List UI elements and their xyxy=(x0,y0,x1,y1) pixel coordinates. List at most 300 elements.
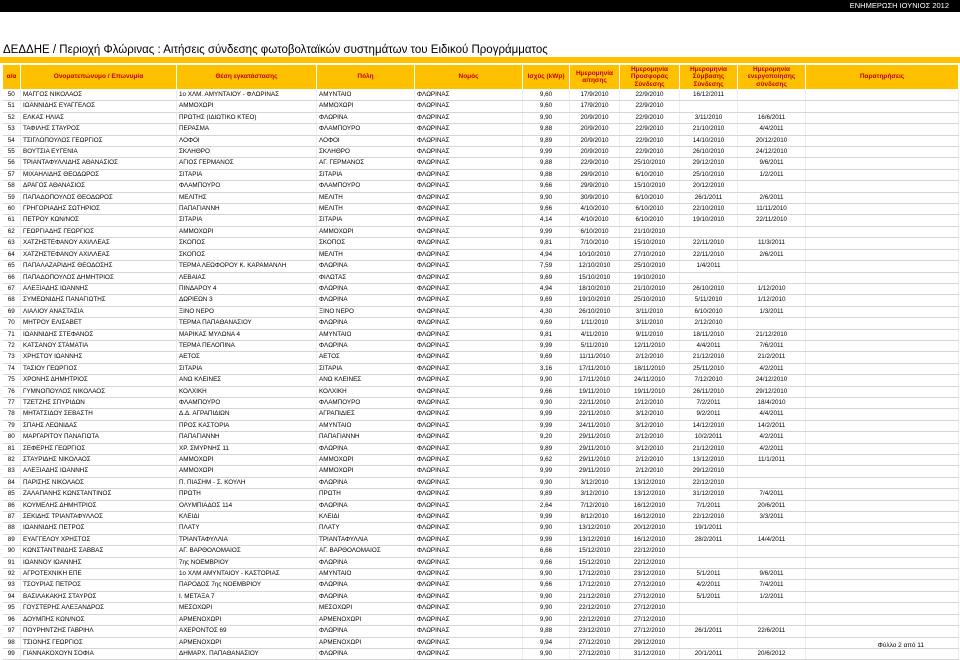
cell-remarks xyxy=(806,147,959,158)
cell-name: ΙΩΑΝΝΟΥ ΙΩΑΝΝΗΣ xyxy=(21,557,177,568)
cell-offer-date: 19/10/2010 xyxy=(620,272,680,283)
cell-location: ΠΡΩΤΗΣ (ΙΔΙΩΤΙΚΟ ΚΤΕΟ) xyxy=(177,112,317,123)
cell-contract-date: 14/12/2010 xyxy=(680,420,738,431)
cell-application-date: 1/11/2010 xyxy=(570,318,620,329)
cell-city: ΑΕΤΟΣ xyxy=(317,352,415,363)
cell-power: 9,81 xyxy=(523,329,570,340)
cell-prefecture: ΦΛΩΡΙΝΑΣ xyxy=(415,534,523,545)
cell-application-date: 12/10/2010 xyxy=(570,261,620,272)
cell-offer-date: 6/10/2010 xyxy=(620,204,680,215)
cell-contract-date: 31/12/2010 xyxy=(680,489,738,500)
cell-location: ΑΜΜΟΧΩΡΙ xyxy=(177,455,317,466)
cell-location: ΠΑΠΑΓΙΑΝΝΗ xyxy=(177,204,317,215)
cell-offer-date: 3/11/2010 xyxy=(620,318,680,329)
cell-aa: 73 xyxy=(3,352,21,363)
cell-city: ΦΛΩΡΙΝΑ xyxy=(317,626,415,637)
cell-name: ΔΟΥΜΠΗΣ ΚΩΝ/ΝΟΣ xyxy=(21,614,177,625)
cell-offer-date: 6/10/2010 xyxy=(620,169,680,180)
cell-aa: 80 xyxy=(3,432,21,443)
cell-activation-date: 1/2/2011 xyxy=(738,591,806,602)
table-row xyxy=(3,523,959,534)
cell-remarks xyxy=(806,455,959,466)
cell-power: 9,69 xyxy=(523,318,570,329)
cell-activation-date: 22/6/2011 xyxy=(738,626,806,637)
cell-location: ΔΗΜΑΡΧ. ΠΑΠΑΘΑΝΑΣΙΟΥ xyxy=(177,648,317,659)
table-row xyxy=(3,375,959,386)
cell-prefecture: ΦΛΩΡΙΝΑΣ xyxy=(415,124,523,135)
header-col-activation-date: Ημερομηνία ενεργοποίησης σύνδεσης xyxy=(738,65,806,90)
cell-application-date: 29/11/2010 xyxy=(570,443,620,454)
cell-city: ΤΡΙΑΝΤΑΦΥΛΛΙΑ xyxy=(317,534,415,545)
cell-contract-date: 25/10/2010 xyxy=(680,169,738,180)
table-row xyxy=(3,500,959,511)
table-row xyxy=(3,397,959,408)
cell-power: 9,99 xyxy=(523,466,570,477)
cell-prefecture: ΦΛΩΡΙΝΑΣ xyxy=(415,569,523,580)
cell-prefecture: ΦΛΩΡΙΝΑΣ xyxy=(415,169,523,180)
cell-application-date: 3/12/2010 xyxy=(570,477,620,488)
cell-name: ΠΑΠΑΔΟΠΟΥΛΟΣ ΘΕΟΔΩΡΟΣ xyxy=(21,192,177,203)
cell-contract-date: 22/11/2010 xyxy=(680,238,738,249)
cell-aa: 96 xyxy=(3,614,21,625)
cell-name: ΧΡΟΝΗΣ ΔΗΜΗΤΡΙΟΣ xyxy=(21,375,177,386)
cell-aa: 62 xyxy=(3,226,21,237)
cell-prefecture: ΦΛΩΡΙΝΑΣ xyxy=(415,90,523,101)
cell-remarks xyxy=(806,512,959,523)
cell-power: 4,94 xyxy=(523,249,570,260)
cell-name: ΓΡΗΓΟΡΙΑΔΗΣ ΣΩΤΗΡΙΟΣ xyxy=(21,204,177,215)
cell-offer-date: 29/12/2010 xyxy=(620,637,680,648)
cell-name: ΒΟΥΤΣΙΑ ΕΥΓΕΝΙΑ xyxy=(21,147,177,158)
cell-city: ΑΜΥΝΤΑΙΟ xyxy=(317,569,415,580)
cell-activation-date: 20/6/2012 xyxy=(738,648,806,659)
cell-contract-date: 5/1/2011 xyxy=(680,569,738,580)
cell-power: 9,88 xyxy=(523,124,570,135)
cell-name: ΠΑΠΑΛΑΖΑΡΙΔΗΣ ΘΕΟΔΟΣΗΣ xyxy=(21,261,177,272)
cell-location: ΜΕΣΟΧΩΡΙ xyxy=(177,603,317,614)
title-underline-bar xyxy=(0,57,960,63)
cell-application-date: 17/9/2010 xyxy=(570,101,620,112)
cell-remarks xyxy=(806,204,959,215)
cell-city: ΦΛΩΡΙΝΑ xyxy=(317,557,415,568)
cell-prefecture: ΦΛΩΡΙΝΑΣ xyxy=(415,329,523,340)
cell-offer-date: 2/12/2010 xyxy=(620,397,680,408)
cell-application-date: 22/12/2010 xyxy=(570,603,620,614)
cell-prefecture: ΦΛΩΡΙΝΑΣ xyxy=(415,637,523,648)
cell-remarks xyxy=(806,181,959,192)
cell-name: ΛΙΑΛΙΟΥ ΑΝΑΣΤΑΣΙΑ xyxy=(21,306,177,317)
cell-city: ΦΛΩΡΙΝΑ xyxy=(317,580,415,591)
table-row xyxy=(3,272,959,283)
cell-power: 9,90 xyxy=(523,591,570,602)
cell-prefecture: ΦΛΩΡΙΝΑΣ xyxy=(415,192,523,203)
cell-remarks xyxy=(806,363,959,374)
cell-application-date: 11/11/2010 xyxy=(570,352,620,363)
cell-application-date: 3/12/2010 xyxy=(570,489,620,500)
cell-application-date: 7/12/2010 xyxy=(570,500,620,511)
cell-offer-date: 9/11/2010 xyxy=(620,329,680,340)
cell-aa: 92 xyxy=(3,569,21,580)
cell-remarks xyxy=(806,352,959,363)
cell-city: ΜΕΣΟΧΩΡΙ xyxy=(317,603,415,614)
cell-power: 4,30 xyxy=(523,306,570,317)
cell-power: 9,69 xyxy=(523,272,570,283)
table-row xyxy=(3,124,959,135)
cell-prefecture: ΦΛΩΡΙΝΑΣ xyxy=(415,500,523,511)
cell-prefecture: ΦΛΩΡΙΝΑΣ xyxy=(415,557,523,568)
cell-aa: 84 xyxy=(3,477,21,488)
cell-remarks xyxy=(806,626,959,637)
cell-remarks xyxy=(806,569,959,580)
cell-remarks xyxy=(806,215,959,226)
cell-application-date: 15/10/2010 xyxy=(570,272,620,283)
table-row xyxy=(3,135,959,146)
cell-aa: 79 xyxy=(3,420,21,431)
cell-prefecture: ΦΛΩΡΙΝΑΣ xyxy=(415,204,523,215)
cell-power: 9,90 xyxy=(523,614,570,625)
cell-power: 9,60 xyxy=(523,101,570,112)
cell-name: ΕΥΑΓΓΕΛΟΥ ΧΡΗΣΤΟΣ xyxy=(21,534,177,545)
table-row xyxy=(3,192,959,203)
cell-aa: 50 xyxy=(3,90,21,101)
table-row xyxy=(3,352,959,363)
cell-activation-date: 4/2/2011 xyxy=(738,432,806,443)
header-col-name: Ονοματεπώνυμο / Επωνυμία xyxy=(21,65,177,90)
cell-offer-date: 21/10/2010 xyxy=(620,226,680,237)
cell-power: 9,88 xyxy=(523,169,570,180)
cell-aa: 71 xyxy=(3,329,21,340)
cell-name: ΤΣΙΓΛΟΠΟΥΛΟΣ ΓΕΩΡΓΙΟΣ xyxy=(21,135,177,146)
cell-power: 9,99 xyxy=(523,340,570,351)
cell-prefecture: ΦΛΩΡΙΝΑΣ xyxy=(415,420,523,431)
table-row xyxy=(3,455,959,466)
cell-aa: 72 xyxy=(3,340,21,351)
cell-power: 4,14 xyxy=(523,215,570,226)
cell-power: 9,66 xyxy=(523,580,570,591)
cell-contract-date: 7/1/2011 xyxy=(680,500,738,511)
cell-name: ΙΩΑΝΝΙΔΗΣ ΣΤΕΦΑΝΟΣ xyxy=(21,329,177,340)
cell-power: 9,90 xyxy=(523,112,570,123)
cell-location: Ι. ΜΕΤΑΞΑ 7 xyxy=(177,591,317,602)
cell-contract-date: 10/2/2011 xyxy=(680,432,738,443)
header-col-application-date: Ημερομηνία αίτησης xyxy=(570,65,620,90)
table-row xyxy=(3,489,959,500)
cell-aa: 55 xyxy=(3,147,21,158)
cell-contract-date xyxy=(680,272,738,283)
cell-activation-date xyxy=(738,318,806,329)
cell-contract-date: 21/10/2010 xyxy=(680,124,738,135)
cell-name: ΤΣΟΥΡΙΑΣ ΠΕΤΡΟΣ xyxy=(21,580,177,591)
cell-aa: 95 xyxy=(3,603,21,614)
cell-aa: 83 xyxy=(3,466,21,477)
cell-offer-date: 22/9/2010 xyxy=(620,135,680,146)
cell-name: ΧΡΗΣΤΟΥ ΙΩΑΝΝΗΣ xyxy=(21,352,177,363)
cell-remarks xyxy=(806,318,959,329)
cell-offer-date: 22/12/2010 xyxy=(620,546,680,557)
cell-name: ΤΑΦΙΛΗΣ ΣΤΑΥΡΟΣ xyxy=(21,124,177,135)
cell-aa: 98 xyxy=(3,637,21,648)
cell-name: ΚΑΤΣΑΝΟΥ ΣΤΑΜΑΤΙΑ xyxy=(21,340,177,351)
cell-offer-date: 6/10/2010 xyxy=(620,192,680,203)
cell-application-date: 4/11/2010 xyxy=(570,329,620,340)
cell-aa: 76 xyxy=(3,386,21,397)
cell-activation-date: 4/2/2011 xyxy=(738,363,806,374)
cell-location: ΠΛΑΤΥ xyxy=(177,523,317,534)
cell-location: ΜΑΡΙΚΑΣ ΜΥΛΩΝΑ 4 xyxy=(177,329,317,340)
cell-remarks xyxy=(806,557,959,568)
cell-city: ΠΡΩΤΗ xyxy=(317,489,415,500)
cell-location: ΣΙΤΑΡΙΑ xyxy=(177,215,317,226)
cell-offer-date: 16/12/2010 xyxy=(620,512,680,523)
cell-name: ΤΡΙΑΝΤΑΦΥΛΛΙΔΗΣ ΑΘΑΝΑΣΙΟΣ xyxy=(21,158,177,169)
cell-offer-date: 21/10/2010 xyxy=(620,283,680,294)
cell-name: ΚΟΥΜΕΛΗΣ ΔΗΜΗΤΡΙΟΣ xyxy=(21,500,177,511)
table-row xyxy=(3,169,959,180)
table-row xyxy=(3,648,959,659)
cell-name: ΣΠΑΗΣ ΛΕΩΝΙΔΑΣ xyxy=(21,420,177,431)
cell-prefecture: ΦΛΩΡΙΝΑΣ xyxy=(415,249,523,260)
cell-application-date: 17/12/2010 xyxy=(570,569,620,580)
cell-activation-date: 20/6/2011 xyxy=(738,500,806,511)
table-row xyxy=(3,363,959,374)
cell-name: ΓΟΥΣΤΕΡΗΣ ΑΛΕΞΑΝΔΡΟΣ xyxy=(21,603,177,614)
cell-location: ΜΕΛΙΤΗΣ xyxy=(177,192,317,203)
cell-city: ΑΜΜΟΧΩΡΙ xyxy=(317,466,415,477)
table-row xyxy=(3,340,959,351)
cell-prefecture: ΦΛΩΡΙΝΑΣ xyxy=(415,591,523,602)
table-row xyxy=(3,603,959,614)
cell-aa: 81 xyxy=(3,443,21,454)
cell-contract-date: 29/12/2010 xyxy=(680,158,738,169)
cell-name: ΠΟΥΡΗΝΤΖΗΣ ΓΑΒΡΙΗΛ xyxy=(21,626,177,637)
cell-offer-date: 22/12/2010 xyxy=(620,557,680,568)
cell-city: ΛΟΦΟΙ xyxy=(317,135,415,146)
cell-city: ΑΓ. ΓΕΡΜΑΝΟΣ xyxy=(317,158,415,169)
cell-activation-date xyxy=(738,603,806,614)
cell-application-date: 6/10/2010 xyxy=(570,226,620,237)
cell-activation-date: 21/12/2010 xyxy=(738,329,806,340)
cell-application-date: 22/11/2010 xyxy=(570,397,620,408)
cell-name: ΧΑΤΖΗΣΤΕΦΑΝΟΥ ΑΧΙΛΛΕΑΣ xyxy=(21,249,177,260)
cell-power: 9,89 xyxy=(523,135,570,146)
cell-remarks xyxy=(806,397,959,408)
cell-activation-date xyxy=(738,614,806,625)
cell-location: ΠΕΡΑΣΜΑ xyxy=(177,124,317,135)
cell-contract-date: 18/11/2010 xyxy=(680,329,738,340)
cell-power: 9,88 xyxy=(523,626,570,637)
cell-power: 9,99 xyxy=(523,534,570,545)
cell-city: ΠΛΑΤΥ xyxy=(317,523,415,534)
cell-name: ΣΕΦΕΡΗΣ ΓΕΩΡΓΙΟΣ xyxy=(21,443,177,454)
table-row xyxy=(3,295,959,306)
cell-city: ΑΜΜΟΧΩΡΙ xyxy=(317,226,415,237)
cell-name: ΑΛΕΞΙΑΔΗΣ ΙΩΑΝΝΗΣ xyxy=(21,466,177,477)
cell-location: ΑΕΤΟΣ xyxy=(177,352,317,363)
cell-offer-date: 15/10/2010 xyxy=(620,181,680,192)
cell-remarks xyxy=(806,226,959,237)
header-col-location: Θέση εγκατάστασης xyxy=(177,65,317,90)
cell-power: 9,69 xyxy=(523,352,570,363)
cell-aa: 68 xyxy=(3,295,21,306)
cell-location: ΤΕΡΜΑ ΛΕΩΦΟΡΟΥ Κ. ΚΑΡΑΜΑΝΛΗ xyxy=(177,261,317,272)
cell-activation-date: 1/3/2011 xyxy=(738,306,806,317)
cell-power: 6,66 xyxy=(523,546,570,557)
cell-application-date: 7/10/2010 xyxy=(570,238,620,249)
header-col-city: Πόλη xyxy=(317,65,415,90)
cell-location: ΚΟΛΧΙΚΗ xyxy=(177,386,317,397)
cell-offer-date: 27/12/2010 xyxy=(620,626,680,637)
cell-name: ΤΑΣΙΟΥ ΓΕΩΡΓΙΟΣ xyxy=(21,363,177,374)
cell-location: ΑΜΜΟΧΩΡΙ xyxy=(177,226,317,237)
cell-activation-date: 1/12/2010 xyxy=(738,283,806,294)
cell-prefecture: ΦΛΩΡΙΝΑΣ xyxy=(415,318,523,329)
cell-offer-date: 27/12/2010 xyxy=(620,591,680,602)
cell-prefecture: ΦΛΩΡΙΝΑΣ xyxy=(415,306,523,317)
table-row xyxy=(3,238,959,249)
cell-remarks xyxy=(806,261,959,272)
cell-prefecture: ΦΛΩΡΙΝΑΣ xyxy=(415,580,523,591)
cell-aa: 77 xyxy=(3,397,21,408)
cell-application-date: 17/12/2010 xyxy=(570,580,620,591)
cell-power: 9,94 xyxy=(523,637,570,648)
cell-contract-date: 20/12/2010 xyxy=(680,181,738,192)
table-row xyxy=(3,181,959,192)
cell-application-date: 20/9/2010 xyxy=(570,147,620,158)
cell-aa: 87 xyxy=(3,512,21,523)
cell-activation-date xyxy=(738,261,806,272)
table-row xyxy=(3,420,959,431)
cell-contract-date: 4/4/2011 xyxy=(680,340,738,351)
cell-prefecture: ΦΛΩΡΙΝΑΣ xyxy=(415,181,523,192)
cell-name: ΕΛΚΑΣ ΗΛΙΑΣ xyxy=(21,112,177,123)
cell-name: ΒΑΣΙΛΑΚΑΚΗΣ ΣΤΑΥΡΟΣ xyxy=(21,591,177,602)
cell-city: ΦΛΑΜΠΟΥΡΟ xyxy=(317,397,415,408)
cell-prefecture: ΦΛΩΡΙΝΑΣ xyxy=(415,272,523,283)
cell-prefecture: ΦΛΩΡΙΝΑΣ xyxy=(415,375,523,386)
cell-remarks xyxy=(806,112,959,123)
cell-prefecture: ΦΛΩΡΙΝΑΣ xyxy=(415,215,523,226)
cell-activation-date: 14/2/2011 xyxy=(738,420,806,431)
cell-aa: 91 xyxy=(3,557,21,568)
cell-prefecture: ΦΛΩΡΙΝΑΣ xyxy=(415,455,523,466)
cell-aa: 82 xyxy=(3,455,21,466)
cell-power: 9,20 xyxy=(523,432,570,443)
cell-city: ΦΛΩΡΙΝΑ xyxy=(317,591,415,602)
cell-application-date: 17/11/2010 xyxy=(570,363,620,374)
cell-offer-date: 24/11/2010 xyxy=(620,375,680,386)
cell-application-date: 15/12/2010 xyxy=(570,557,620,568)
cell-remarks xyxy=(806,489,959,500)
cell-offer-date: 16/12/2010 xyxy=(620,500,680,511)
cell-city: ΑΜΜΟΧΩΡΙ xyxy=(317,455,415,466)
cell-prefecture: ΦΛΩΡΙΝΑΣ xyxy=(415,409,523,420)
cell-location: ΑΓΙΟΣ ΓΕΡΜΑΝΟΣ xyxy=(177,158,317,169)
table-row xyxy=(3,158,959,169)
cell-city: ΦΛΩΡΙΝΑ xyxy=(317,261,415,272)
cell-application-date: 5/11/2010 xyxy=(570,340,620,351)
cell-contract-date: 21/12/2010 xyxy=(680,443,738,454)
cell-offer-date: 25/10/2010 xyxy=(620,158,680,169)
cell-remarks xyxy=(806,90,959,101)
cell-prefecture: ΦΛΩΡΙΝΑΣ xyxy=(415,238,523,249)
cell-remarks xyxy=(806,306,959,317)
cell-city: ΑΡΜΕΝΟΧΩΡΙ xyxy=(317,614,415,625)
cell-power: 7,59 xyxy=(523,261,570,272)
cell-city: ΦΛΩΡΙΝΑ xyxy=(317,477,415,488)
cell-remarks xyxy=(806,249,959,260)
cell-prefecture: ΦΛΩΡΙΝΑΣ xyxy=(415,112,523,123)
cell-application-date: 29/11/2010 xyxy=(570,466,620,477)
cell-city: ΑΡΜΕΝΟΧΩΡΙ xyxy=(317,637,415,648)
cell-application-date: 29/9/2010 xyxy=(570,169,620,180)
cell-activation-date xyxy=(738,466,806,477)
cell-city: ΣΙΤΑΡΙΑ xyxy=(317,363,415,374)
cell-prefecture: ΦΛΩΡΙΝΑΣ xyxy=(415,386,523,397)
cell-city: ΦΛΑΜΠΟΥΡΟ xyxy=(317,124,415,135)
cell-prefecture: ΦΛΩΡΙΝΑΣ xyxy=(415,135,523,146)
cell-activation-date xyxy=(738,101,806,112)
cell-activation-date: 9/6/2011 xyxy=(738,158,806,169)
cell-prefecture: ΦΛΩΡΙΝΑΣ xyxy=(415,546,523,557)
cell-offer-date: 6/10/2010 xyxy=(620,215,680,226)
cell-location: 1ο ΧΛΜ ΑΜΥΝΤΑΙΟΥ - ΚΑΣΤΟΡΙΑΣ xyxy=(177,569,317,580)
cell-contract-date: 5/11/2010 xyxy=(680,295,738,306)
cell-remarks xyxy=(806,158,959,169)
cell-aa: 57 xyxy=(3,169,21,180)
cell-remarks xyxy=(806,192,959,203)
cell-city: ΣΙΤΑΡΙΑ xyxy=(317,169,415,180)
cell-remarks xyxy=(806,432,959,443)
cell-city: ΦΛΩΡΙΝΑ xyxy=(317,340,415,351)
cell-contract-date: 26/1/2011 xyxy=(680,192,738,203)
cell-aa: 78 xyxy=(3,409,21,420)
cell-contract-date: 29/12/2010 xyxy=(680,466,738,477)
cell-application-date: 29/11/2010 xyxy=(570,455,620,466)
header-col-offer-date: Ημερομηνία Προσφοράς Σύνδεσης xyxy=(620,65,680,90)
cell-location: ΑΝΩ ΚΛΕΙΝΕΣ xyxy=(177,375,317,386)
cell-city: ΑΝΩ ΚΛΕΙΝΕΣ xyxy=(317,375,415,386)
cell-contract-date: 26/1/2011 xyxy=(680,626,738,637)
cell-prefecture: ΦΛΩΡΙΝΑΣ xyxy=(415,443,523,454)
cell-contract-date: 26/10/2010 xyxy=(680,283,738,294)
cell-remarks xyxy=(806,169,959,180)
cell-remarks xyxy=(806,523,959,534)
cell-name: ΤΣΙΟΝΗΣ ΓΕΩΡΓΙΟΣ xyxy=(21,637,177,648)
cell-name: ΣΤΑΥΡΙΔΗΣ ΝΙΚΟΛΑΟΣ xyxy=(21,455,177,466)
cell-remarks xyxy=(806,534,959,545)
cell-offer-date: 3/12/2010 xyxy=(620,443,680,454)
table-row xyxy=(3,580,959,591)
cell-activation-date xyxy=(738,90,806,101)
cell-application-date: 27/12/2010 xyxy=(570,637,620,648)
cell-offer-date: 19/11/2010 xyxy=(620,386,680,397)
cell-contract-date: 22/12/2010 xyxy=(680,512,738,523)
cell-location: Π. ΠΙΑΣΗΜ - Σ. ΚΟΥΛΗ xyxy=(177,477,317,488)
cell-location: ΑΜΜΟΧΩΡΙ xyxy=(177,101,317,112)
cell-city: ΦΙΛΩΤΑΣ xyxy=(317,272,415,283)
cell-location: ΟΛΥΜΠΙΑΔΟΣ 114 xyxy=(177,500,317,511)
cell-prefecture: ΦΛΩΡΙΝΑΣ xyxy=(415,512,523,523)
cell-prefecture: ΦΛΩΡΙΝΑΣ xyxy=(415,477,523,488)
cell-application-date: 22/12/2010 xyxy=(570,614,620,625)
cell-aa: 86 xyxy=(3,500,21,511)
table-row xyxy=(3,614,959,625)
cell-aa: 75 xyxy=(3,375,21,386)
cell-name: ΖΑΛΑΠΑΝΗΣ ΚΩΝΣΤΑΝΤΙΝΟΣ xyxy=(21,489,177,500)
cell-power: 2,64 xyxy=(523,500,570,511)
cell-application-date: 20/9/2010 xyxy=(570,135,620,146)
cell-location: ΞΙΝΟ ΝΕΡΟ xyxy=(177,306,317,317)
